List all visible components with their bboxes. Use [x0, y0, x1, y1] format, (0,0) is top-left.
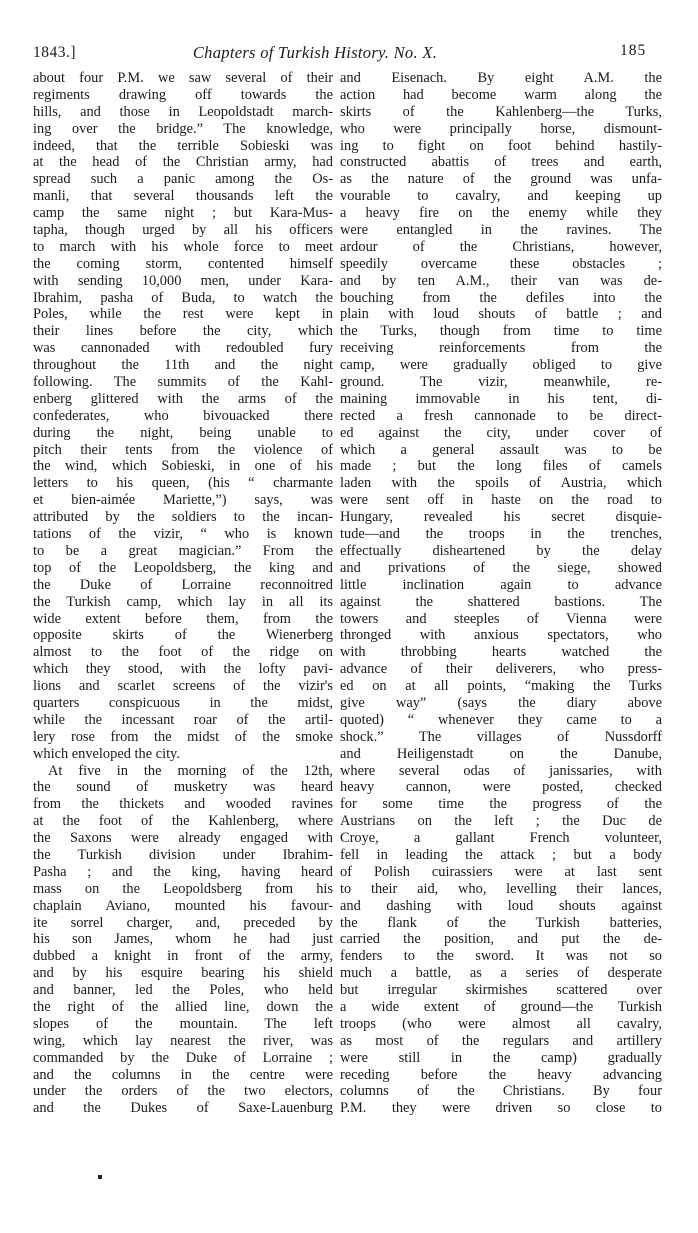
- text-line: who were principally horse, dismount-: [340, 120, 662, 137]
- text-line: were sent off in haste on the road to: [340, 492, 662, 509]
- text-line: action had become warm along the: [340, 86, 662, 103]
- text-line: constructed abattis of trees and earth,: [340, 154, 662, 171]
- text-line: of Polish cuirassiers were at last sent: [340, 863, 662, 880]
- text-line: and Heiligenstadt on the Danube,: [340, 745, 662, 762]
- text-line: at the foot of the Kahlenberg, where: [33, 813, 333, 830]
- text-line: ardour of the Christians, however,: [340, 238, 662, 255]
- text-line: laden with the spoils of Austria, which: [340, 475, 662, 492]
- text-line: while the incessant roar of the artil-: [33, 711, 333, 728]
- text-line: and the columns in the centre were: [33, 1066, 333, 1083]
- text-line: shock.” The villages of Nussdorff: [340, 728, 662, 745]
- text-line: lery rose from the midst of the smoke: [33, 728, 333, 745]
- text-line: following. The summits of the Kahl-: [33, 374, 333, 391]
- text-line: quarters conspicuous in the midst,: [33, 694, 333, 711]
- text-line: hills, and those in Leopoldstadt march-: [33, 103, 333, 120]
- text-line: and by his esquire bearing his shield: [33, 965, 333, 982]
- text-line: camp the same night ; but Kara-Mus-: [33, 205, 333, 222]
- text-line: as most of the regulars and artillery: [340, 1032, 662, 1049]
- text-line: ing to fight on foot behind hastily-: [340, 137, 662, 154]
- text-line: receding before the heavy advancing: [340, 1066, 662, 1083]
- text-line: pitch their tents from the violence of: [33, 441, 333, 458]
- text-line: Poles, while the rest were kept in: [33, 306, 333, 323]
- text-line: attributed by the soldiers to the incan-: [33, 509, 333, 526]
- text-line: during the night, being unable to: [33, 424, 333, 441]
- text-line: a heavy fire on the enemy while they: [340, 205, 662, 222]
- text-line: vourable to cavalry, and keeping up: [340, 188, 662, 205]
- text-line: confederates, who bivouacked there: [33, 407, 333, 424]
- text-line: to their aid, who, levelling their lances,: [340, 880, 662, 897]
- text-line: advance of their deliverers, who press-: [340, 661, 662, 678]
- left-text-column: [33, 70, 333, 1117]
- text-line: dubbed a knight in front of the army,: [33, 948, 333, 965]
- text-line: letters to his queen, (his “ charmante: [33, 475, 333, 492]
- text-line: towers and steeples of Vienna were: [340, 610, 662, 627]
- text-line: which a general assault was to be: [340, 441, 662, 458]
- text-line: but irregular skirmishes scattered over: [340, 982, 662, 999]
- header-year: 1843.]: [33, 44, 77, 61]
- text-line: commanded by the Duke of Lorraine ;: [33, 1049, 333, 1066]
- text-line: the right of the allied line, down the: [33, 998, 333, 1015]
- text-line: indeed, that the terrible Sobieski was: [33, 137, 333, 154]
- text-line: the sound of musketry was heard: [33, 779, 333, 796]
- text-line: Ibrahim, pasha of Buda, to watch the: [33, 289, 333, 306]
- text-line: fell in leading the attack ; but a body: [340, 846, 662, 863]
- text-line: wing, which lay nearest the river, was: [33, 1032, 333, 1049]
- text-line: mass on the Leopoldsberg from his: [33, 880, 333, 897]
- text-line: the Duke of Lorraine reconnoitred: [33, 576, 333, 593]
- right-text-column: [340, 70, 662, 1117]
- text-line: regiments drawing off towards the: [33, 86, 333, 103]
- text-line: effectually disheartened by the delay: [340, 542, 662, 559]
- text-line: to be a great magician.” From the: [33, 542, 333, 559]
- text-line: the Turkish division under Ibrahim-: [33, 846, 333, 863]
- text-line: about four P.M. we saw several of their: [33, 70, 333, 86]
- text-line: a wide extent of ground—the Turkish: [340, 998, 662, 1015]
- text-line: the flank of the Turkish batteries,: [340, 914, 662, 931]
- text-line: wide extent before them, from the: [33, 610, 333, 627]
- text-line: were entangled in the ravines. The: [340, 222, 662, 239]
- text-line: ing over the bridge.” The knowledge,: [33, 120, 333, 137]
- text-line: their lines before the city, which: [33, 323, 333, 340]
- text-line: manli, that several thousands left the: [33, 188, 333, 205]
- text-line: maining immovable in his tent, di-: [340, 390, 662, 407]
- text-line: the Saxons were already engaged with: [33, 830, 333, 847]
- text-line: almost to the foot of the ridge on: [33, 644, 333, 661]
- text-line: skirts of the Kahlenberg—the Turks,: [340, 103, 662, 120]
- text-line: ground. The vizir, meanwhile, re-: [340, 374, 662, 391]
- text-line: and privations of the siege, showed: [340, 559, 662, 576]
- text-line: as the nature of the ground was unfa-: [340, 171, 662, 188]
- text-line: and dashing with loud shouts against: [340, 897, 662, 914]
- text-line: Hungary, revealed his secret disquie-: [340, 509, 662, 526]
- text-line: spread such a panic among the Os-: [33, 171, 333, 188]
- text-line: P.M. they were driven so close to: [340, 1100, 662, 1117]
- text-line: lions and scarlet screens of the vizir's: [33, 678, 333, 695]
- text-line: which enveloped the city.: [33, 745, 180, 762]
- text-line: ite sorrel charger, and, preceded by: [33, 914, 333, 931]
- text-line: where several odas of janissaries, with: [340, 762, 662, 779]
- text-line: tude—and the troops in the trenches,: [340, 526, 662, 543]
- text-line: the wind, which Sobieski, in one of his: [33, 458, 333, 475]
- text-line: opposite skirts of the Wienerberg: [33, 627, 333, 644]
- text-line: the Turkish camp, which lay in all its: [33, 593, 333, 610]
- text-line: ed on at all points, “making the Turks: [340, 678, 662, 695]
- text-line: Austrians on the left ; the Duc de: [340, 813, 662, 830]
- text-line: under the orders of the two electors,: [33, 1083, 333, 1100]
- text-line: heavy cannon, were posted, checked: [340, 779, 662, 796]
- text-line: were still in the camp) gradually: [340, 1049, 662, 1066]
- text-line: receiving reinforcements from the: [340, 340, 662, 357]
- text-line: and the Dukes of Saxe-Lauenburg: [33, 1100, 333, 1117]
- text-line: fenders to the sword. It was not so: [340, 948, 662, 965]
- text-line: and Eisenach. By eight A.M. the: [340, 70, 662, 86]
- text-line: for some time the progress of the: [340, 796, 662, 813]
- text-line: little inclination again to advance: [340, 576, 662, 593]
- text-line: was cannonaded with redoubled fury: [33, 340, 333, 357]
- text-line: and banner, led the Poles, who held: [33, 982, 333, 999]
- text-line: the Turks, though from time to time: [340, 323, 662, 340]
- text-line: throughout the 11th and the night: [33, 357, 333, 374]
- text-line: his son James, whom he had just: [33, 931, 333, 948]
- text-line: bouching from the defiles into the: [340, 289, 662, 306]
- header-title: Chapters of Turkish History. No. X.: [192, 43, 438, 62]
- text-line: much a battle, as a series of desperate: [340, 965, 662, 982]
- text-line: against the shattered bastions. The: [340, 593, 662, 610]
- text-line: Pasha ; and the king, having heard: [33, 863, 333, 880]
- header-page-number: 185: [620, 42, 647, 59]
- text-line: top of the Leopoldsberg, the king and: [33, 559, 333, 576]
- text-line: camp, were gradually obliged to give: [340, 357, 662, 374]
- text-line: ed against the city, under cover of: [340, 424, 662, 441]
- ink-speck: [98, 1175, 102, 1179]
- text-line: tapha, though urged by all his officers: [33, 222, 333, 239]
- text-line: to march with his whole force to meet: [33, 238, 333, 255]
- text-line: which they stood, with the lofty pavi-: [33, 661, 333, 678]
- text-line: carried the position, and put the de-: [340, 931, 662, 948]
- text-line: plain with loud shouts of battle ; and: [340, 306, 662, 323]
- text-line: and by ten A.M., their van was de-: [340, 272, 662, 289]
- text-line: At five in the morning of the 12th,: [48, 762, 333, 779]
- text-line: with sending 10,000 men, under Kara-: [33, 272, 333, 289]
- text-line: speedily overcame these obstacles ;: [340, 255, 662, 272]
- text-line: made ; but the long files of camels: [340, 458, 662, 475]
- text-line: et bien-aimée Mariette,”) says, was: [33, 492, 333, 509]
- text-line: chaplain Aviano, mounted his favour-: [33, 897, 333, 914]
- text-line: at the head of the Christian army, had: [33, 154, 333, 171]
- text-line: the coming storm, contented himself: [33, 255, 333, 272]
- text-line: columns of the Christians. By four: [340, 1083, 662, 1100]
- text-line: troops (who were almost all cavalry,: [340, 1015, 662, 1032]
- text-line: with throbbing hearts watched the: [340, 644, 662, 661]
- text-line: give way” (says the diary above: [340, 694, 662, 711]
- text-line: Croye, a gallant French volunteer,: [340, 830, 662, 847]
- text-line: tations of the vizir, “ who is known: [33, 526, 333, 543]
- text-line: thronged with anxious spectators, who: [340, 627, 662, 644]
- text-line: slopes of the mountain. The left: [33, 1015, 333, 1032]
- text-line: from the thickets and wooded ravines: [33, 796, 333, 813]
- text-line: rected a fresh cannonade to be direct-: [340, 407, 662, 424]
- text-line: quoted) “ whenever they came to a: [340, 711, 662, 728]
- text-line: enberg glittered with the arms of the: [33, 390, 333, 407]
